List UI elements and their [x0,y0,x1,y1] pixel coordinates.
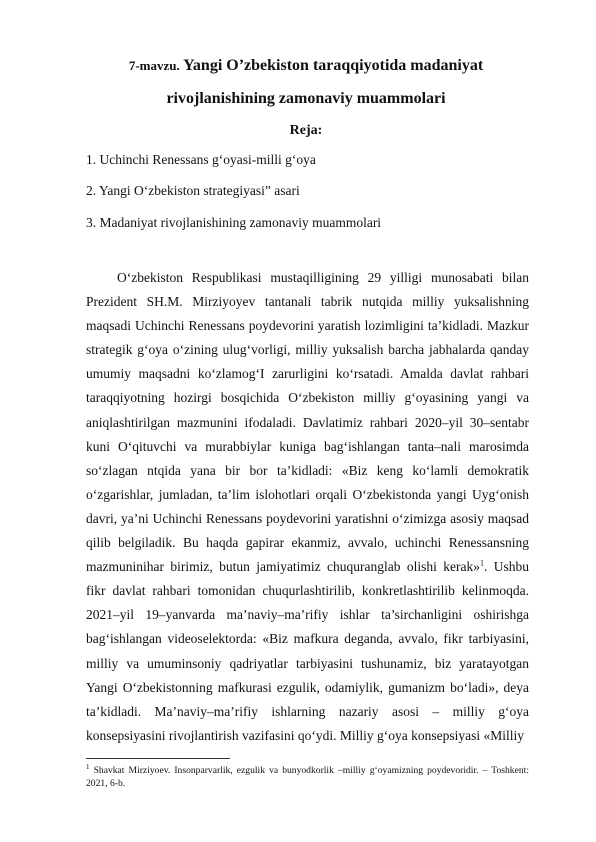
plan-item: 1. Uchinchi Renessans g‘oyasi-milli g‘oya [86,152,316,167]
plan-heading: Reja: [289,123,323,138]
footnote-reference[interactable]: 1 [480,558,484,568]
topic-title-text: Yangi O’zbekiston taraqqiyotida madaniyat [183,57,484,74]
footnote [86,764,529,790]
body-text-part-1: O‘zbekiston Respublikasi mustaqilligining 29 yilligi munosabati bilan Prezident SH.M. Mirziyoyev tantanali tabrik nutqida milliy yuksalishning maqsadi Uchinchi Renessans poydevorini yaratish lozimligini ta’kidladi. Mazkur strategik g‘oya o‘zining ulug‘vorligi, milliy yuksalish barcha jabhalarda qanday umumiy maqsadni ko‘zlamog‘I zarurligini ko‘rsatadi. Amalda davlat rahbari taraqqiyotning hozirgi bosqichida O‘zbekiston milliy g‘oyasining yangi va aniqlashtirilgan mazmunini ifodaladi. Davlatimiz rahbari 2020–yil 30–sentabr kuni O‘qituvchi va murabbiylar kuniga bag‘ishlangan tanta–nali marosimda so‘zlagan ntqida yana bir bor ta’kidladi: «Biz keng ko‘lamli demokratik o‘zgarishlar, jumladan, ta’lim islohotlari orqali O‘zbekistonda yangi Uyg‘onish davri, ya’ni Uchinchi Renessans poydevorini yaratishni o‘zimizga asosiy maqsad qilib belgiladik. Bu haqda gapirar ekanmiz, avvalo, uchinchi Renessansning mazmuninihar birimiz, butun jamiyatimiz chuquranglab olishi kerak» [86,270,529,575]
topic-title-line-2: rivojlanishining zamonaviy muammolari [166,90,446,107]
footnote-separator [86,758,230,759]
plan-item: 2. Yangi O‘zbekiston strategiyasi” asari [86,183,300,198]
topic-title-line-1 [84,55,528,77]
footnote-text: Shavkat Mirziyoev. Insonparvarlik, ezgulik va bunyodkorlik –milliy g‘oyamizning poydevoridir. – Toshkent: 2021, 6-b. [86,765,529,789]
body-text-part-2: . Ushbu fikr davlat rahbari tomonidan chuqurlashtirilib, konkretlashtirilib kelinmoqda. 2021–yil 19–yanvarda ma’naviy–ma’rifiy ishlar ta’sirchanligini oshirishga bag‘ishlangan videoselektorda: «Biz mafkura deganda, avvalo, fikr tarbiyasini, milliy va umuminsoniy qadriyatlar tarbiyasini tushunamiz, biz yaratayotgan Yangi O‘zbekistonning mafkurasi ezgulik, odamiylik, gumanizm bo‘ladi», deya ta’kidladi. Ma’naviy–ma’rifiy ishlarning nazariy asosi – milliy g‘oya konsepsiyasini rivojlantirish vazifasini qo‘ydi. Milliy g‘oya konsepsiyasi «Milliy [86,559,529,743]
body-paragraph [86,266,529,748]
plan-item: 3. Madaniyat rivojlanishining zamonaviy muammolari [86,215,382,230]
topic-number-label: 7-mavzu. [128,58,180,73]
footnote-number: 1 [86,762,90,771]
